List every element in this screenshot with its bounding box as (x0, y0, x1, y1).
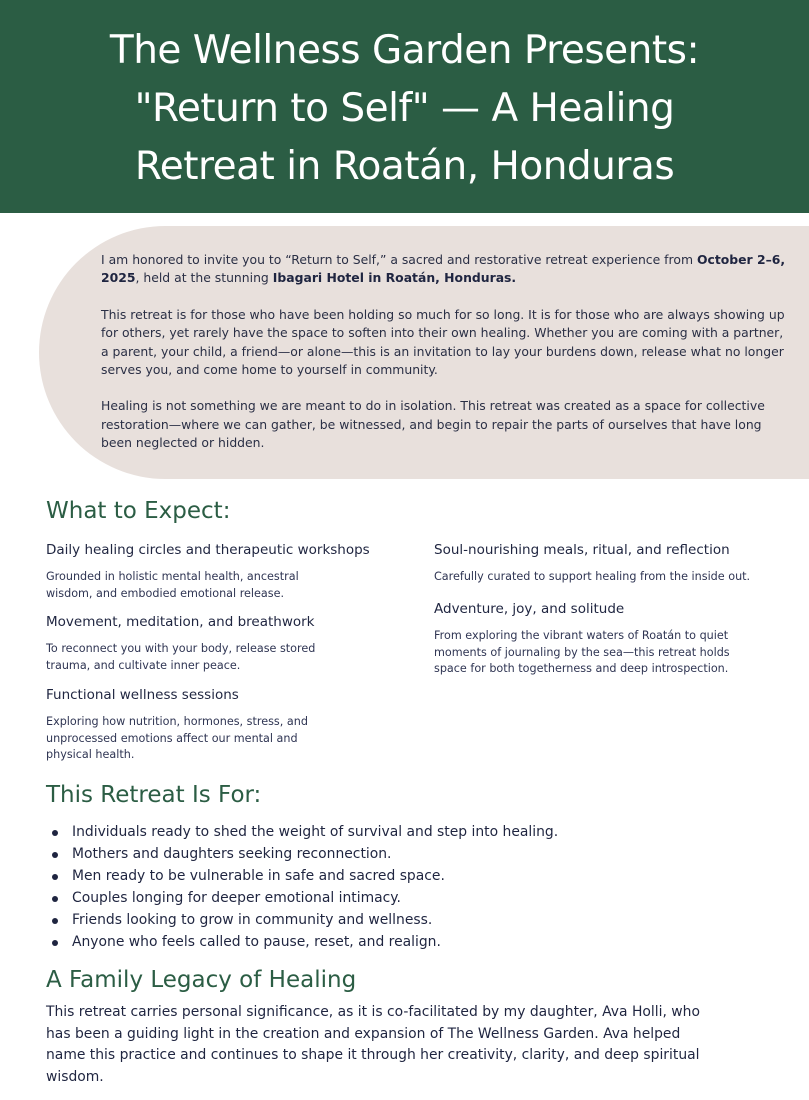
retreat-for-list (46, 822, 558, 953)
expect-item (434, 541, 794, 586)
intro-p1-text: I am honored to invite you to “Return to Self,” a sacred and restorative retreat experience from (101, 252, 697, 267)
retreat-venue: Ibagari Hotel in Roatán, Honduras. (272, 270, 517, 286)
bullet-icon (52, 830, 58, 836)
bullet-icon (52, 874, 58, 880)
expect-item-title: Daily healing circles and therapeutic workshops (46, 542, 370, 558)
expect-item (46, 686, 406, 764)
expect-item-desc: Carefully curated to support healing from the inside out. (434, 570, 751, 583)
expect-item-title: Movement, meditation, and breathwork (46, 614, 315, 630)
title-line-1: The Wellness Garden Presents: (109, 28, 700, 73)
what-to-expect-heading: What to Expect: (46, 498, 231, 524)
list-item-text: Friends looking to grow in community and wellness. (72, 911, 433, 928)
list-item-text: Couples longing for deeper emotional intimacy. (72, 889, 401, 906)
list-item-text: Anyone who feels called to pause, reset, and realign. (72, 933, 441, 950)
intro-paragraph-2: This retreat is for those who have been holding so much for so long. It is for those who are always showing up for others, yet rarely have the space to soften into their own healing. Whether you are coming with a partner, a parent, your child, a friend—or alone—this is an invitation to lay your burdens down, release what no longer serves you, and come home to yourself in community. (101, 306, 785, 378)
expect-item-desc: From exploring the vibrant waters of Roatán to quiet moments of journaling by the sea—this retreat holds space for both togetherness and deep introspection. (434, 629, 730, 676)
header-banner (0, 0, 809, 213)
expect-item-title: Functional wellness sessions (46, 687, 239, 703)
list-item-text: Mothers and daughters seeking reconnection. (72, 845, 392, 862)
list-item (46, 844, 558, 866)
page-title (10, 22, 799, 196)
list-item-text: Individuals ready to shed the weight of survival and step into healing. (72, 824, 559, 840)
intro-text (101, 251, 793, 471)
bullet-icon (52, 896, 58, 902)
list-item (46, 866, 558, 888)
title-line-2: "Return to Self" — A Healing (134, 86, 675, 131)
expect-item-desc: Exploring how nutrition, hormones, stress, and unprocessed emotions affect our mental and physical health. (46, 715, 308, 762)
expect-item (46, 613, 406, 674)
list-item (46, 932, 558, 954)
expect-item-title: Adventure, joy, and solitude (434, 601, 625, 617)
bullet-icon (52, 852, 58, 858)
expect-item (434, 600, 794, 678)
bullet-icon (52, 918, 58, 924)
retreat-dates: October 2–6, 2025 (101, 252, 786, 286)
bullet-icon (52, 940, 58, 946)
title-line-3: Retreat in Roatán, Honduras (134, 144, 675, 189)
list-item-text: Men ready to be vulnerable in safe and sacred space. (72, 867, 445, 884)
expect-item-title: Soul-nourishing meals, ritual, and reflection (434, 542, 730, 558)
list-item (46, 888, 558, 910)
list-item (46, 910, 558, 932)
retreat-for-heading: This Retreat Is For: (46, 782, 262, 808)
intro-paragraph-1 (101, 251, 793, 288)
list-item (46, 822, 558, 844)
intro-paragraph-3: Healing is not something we are meant to do in isolation. This retreat was created as a space for collective restoration—where we can gather, be witnessed, and begin to repair the parts of ourselves that have long been neglected or hidden. (101, 398, 765, 451)
expect-item (46, 541, 406, 602)
family-legacy-text: This retreat carries personal significance, as it is co-facilitated by my daughter, Ava Holli, who has been a guiding light in the creation and expansion of The Wellness Garden. Ava helped name this practice and continues to shape it through her creativity, clarity, and deep spiritual wisdom. (46, 1004, 700, 1086)
intro-p1-text-2: , held at the stunning (135, 270, 273, 286)
expect-item-desc: Grounded in holistic mental health, ancestral wisdom, and embodied emotional release. (46, 570, 299, 600)
family-legacy-heading: A Family Legacy of Healing (46, 967, 357, 993)
expect-item-desc: To reconnect you with your body, release stored trauma, and cultivate inner peace. (46, 642, 316, 672)
